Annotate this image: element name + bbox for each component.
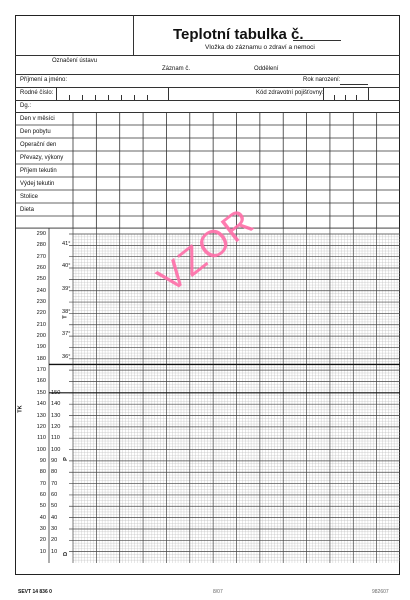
- vital-signs-chart: [15, 228, 400, 568]
- row-label-day-of-stay: Den pobytu: [20, 129, 51, 135]
- bp-scale-value: 230: [36, 299, 46, 306]
- form-title: Teplotní tabulka č.: [173, 26, 304, 43]
- t-axis-label: T: [62, 315, 69, 319]
- pulse-scale-value: 70: [51, 480, 58, 487]
- bp-scale-value: 90: [39, 457, 46, 464]
- daily-record-grid: [0, 112, 410, 232]
- temperature-scale-value: 38°: [62, 308, 71, 315]
- bp-scale-value: 150: [36, 389, 46, 396]
- row-label-fluid-intake: Příjem tekutin: [20, 168, 57, 174]
- temperature-scale-value: 40°: [62, 263, 71, 270]
- row-label-stool: Stolice: [20, 194, 39, 200]
- bp-scale-value: 100: [36, 446, 46, 453]
- form-number-line[interactable]: [293, 40, 341, 41]
- pulse-scale-value: 10: [51, 548, 58, 555]
- department-label: Oddělení: [254, 66, 279, 72]
- row-label-diet: Dieta: [20, 207, 35, 213]
- bp-scale-value: 270: [36, 253, 46, 260]
- row-label-dressings-procedures: Převazy, výkony: [20, 155, 64, 161]
- bp-scale-value: 20: [39, 537, 46, 544]
- patient-name-label: Příjmení a jméno:: [20, 77, 68, 83]
- chart-grid: [15, 228, 400, 568]
- birth-number-field[interactable]: [56, 88, 169, 100]
- pulse-scale-value: 90: [51, 457, 58, 464]
- tk-axis-label: TK: [17, 405, 24, 413]
- bp-scale-value: 190: [36, 344, 46, 351]
- pulse-scale-value: 140: [51, 401, 61, 408]
- record-number-label: Záznam č.: [162, 66, 191, 72]
- pulse-scale-value: 40: [51, 514, 58, 521]
- pulse-scale-value: 150: [51, 389, 61, 396]
- temperature-scale-value: 37°: [62, 331, 71, 338]
- bp-scale-value: 130: [36, 412, 46, 419]
- pulse-scale-value: 20: [51, 537, 58, 544]
- footer-left-code: SEVT 14 836 0: [18, 589, 52, 595]
- bp-scale-value: 160: [36, 378, 46, 385]
- row-label-day-of-month: Den v měsíci: [20, 116, 55, 122]
- pulse-scale-value: 100: [51, 446, 61, 453]
- pulse-scale-value: 130: [51, 412, 61, 419]
- bp-scale-value: 200: [36, 333, 46, 340]
- bp-scale-value: 110: [37, 435, 46, 442]
- temperature-scale-value: 41°: [62, 240, 71, 247]
- bp-scale-value: 280: [36, 242, 46, 249]
- specimen-watermark: VZOR: [150, 200, 263, 302]
- bp-scale-value: 260: [36, 265, 46, 272]
- d-axis-label: D: [63, 551, 70, 557]
- insurer-code-field[interactable]: [323, 88, 369, 100]
- row-label-fluid-output: Výdej tekutin: [20, 181, 55, 187]
- bp-scale-value: 240: [36, 287, 46, 294]
- patient-rule-3: [15, 100, 400, 101]
- bp-scale-value: 30: [39, 525, 46, 532]
- bp-scale-value: 10: [39, 548, 46, 555]
- pulse-scale-value: 50: [51, 503, 58, 510]
- temperature-scale-value: 36°: [62, 354, 71, 361]
- bp-scale-value: 140: [36, 401, 46, 408]
- bp-scale-value: 50: [39, 503, 46, 510]
- bp-scale-value: 170: [36, 367, 46, 374]
- bp-scale-value: 210: [36, 321, 46, 328]
- bp-scale-value: 80: [39, 469, 46, 476]
- pulse-scale-value: 110: [51, 435, 60, 442]
- p-axis-label: P: [62, 457, 69, 461]
- temperature-scale-value: 39°: [62, 286, 71, 293]
- insurer-code-label: Kód zdravotní pojišťovny:: [256, 90, 324, 96]
- pulse-scale-value: 120: [51, 423, 61, 430]
- row-label-operation-day: Operační den: [20, 142, 57, 148]
- pulse-scale-value: 30: [51, 525, 58, 532]
- birth-year-label: Rok narození:: [303, 77, 341, 83]
- bp-scale-value: 40: [39, 514, 46, 521]
- bp-scale-value: 250: [36, 276, 46, 283]
- birth-year-line[interactable]: [340, 84, 368, 85]
- diagnosis-label: Dg.:: [20, 103, 32, 109]
- pulse-scale-value: 80: [51, 469, 58, 476]
- form-subtitle: Vložka do záznamu o zdraví a nemoci: [205, 44, 315, 51]
- pulse-scale-value: 60: [51, 491, 58, 498]
- bp-scale-value: 60: [39, 491, 46, 498]
- patient-rule-top: [15, 74, 400, 75]
- bp-scale-value: 70: [39, 480, 46, 487]
- birth-number-label: Rodné číslo:: [20, 90, 54, 96]
- header-rule: [15, 55, 400, 56]
- footer-center-code: 8/07: [213, 589, 223, 595]
- bp-scale-value: 290: [36, 231, 46, 237]
- header-divider: [133, 15, 134, 55]
- bp-scale-value: 220: [36, 310, 46, 317]
- footer-right-code: 982607: [372, 589, 389, 595]
- bp-scale-value: 180: [36, 355, 46, 362]
- institution-stamp-label: Označení ústavu: [52, 58, 98, 64]
- bp-scale-value: 120: [36, 423, 46, 430]
